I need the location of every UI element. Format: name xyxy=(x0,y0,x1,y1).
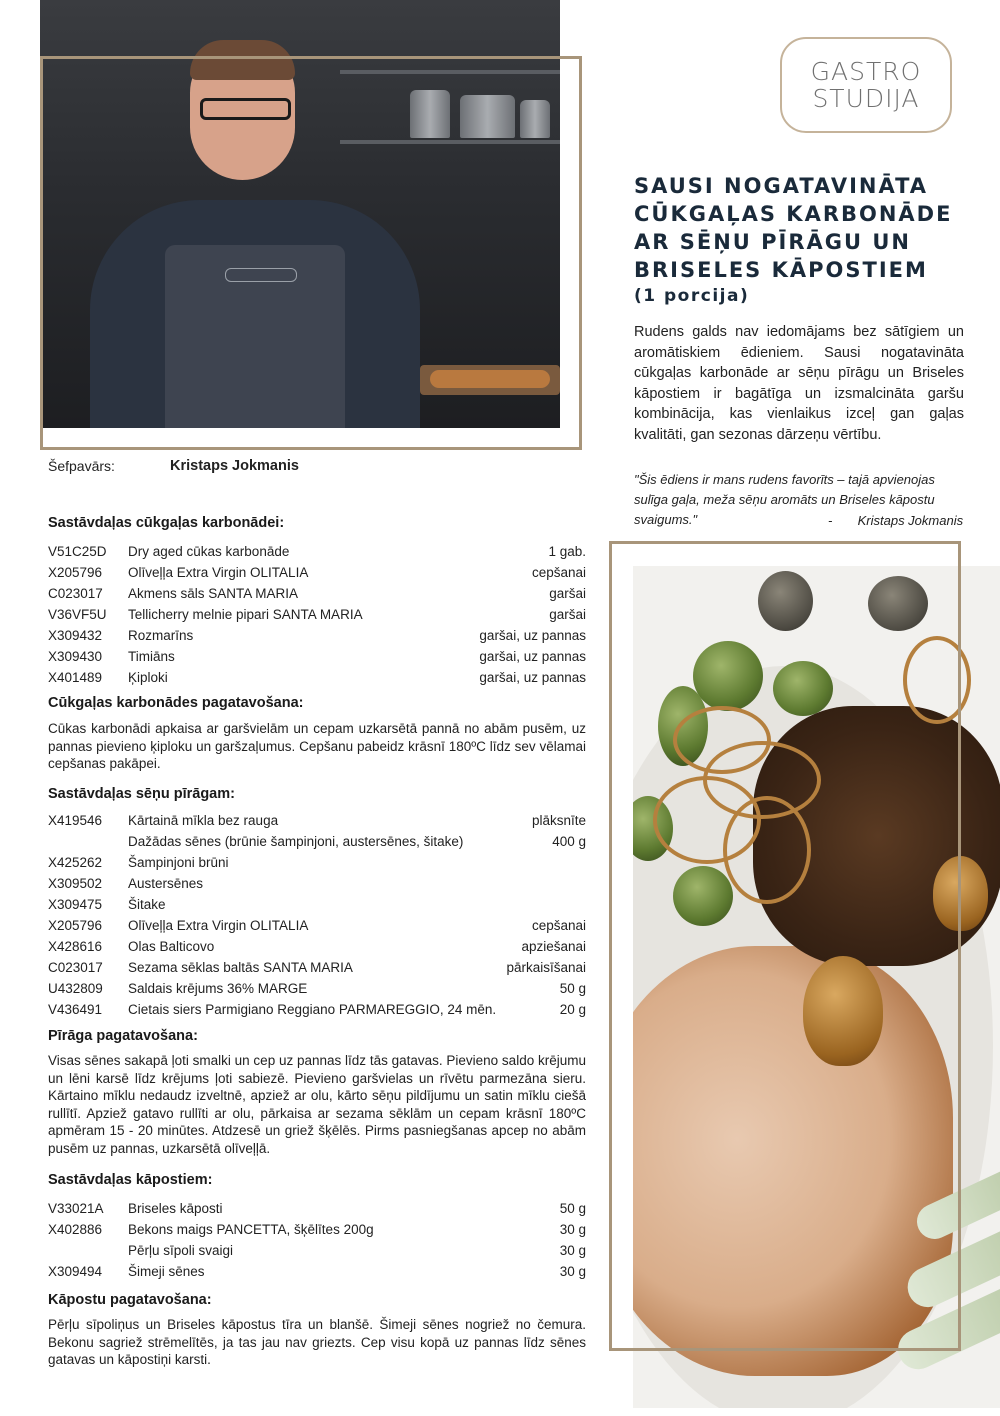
ingredient-code: C023017 xyxy=(48,960,103,975)
ingredient-code: X309432 xyxy=(48,628,103,643)
pork-prep-text: Cūkas karbonādi apkaisa ar garšvielām un cepam uzkarsētā pannā no abām pusēm, uz pannas pievieno ķiploku un garšzaļumus. Cepšanu pabeidz krāsnī 180ºC līdz sev vēlamai cepšanas pakāpei. xyxy=(48,721,586,771)
ingredient-row xyxy=(48,1261,586,1282)
ingredient-name: Dry aged cūkas karbonāde xyxy=(128,544,290,559)
logo-line-1: GASTRO xyxy=(810,57,922,86)
ingredient-name: Olas Balticovo xyxy=(128,939,215,954)
cabbage-ingredients-title: Sastāvdaļas kāpostiem: xyxy=(48,1172,213,1188)
ingredient-name: Ķiploki xyxy=(128,670,168,685)
ingredient-name: Saldais krējums 36% MARGE xyxy=(128,981,308,996)
ingredient-code: X309494 xyxy=(48,1264,103,1279)
ingredient-row xyxy=(48,541,586,562)
pie-prep-text: Visas sēnes sakapā ļoti smalki un cep uz pannas līdz tās gatavas. Pievieno saldo krējumu un lēni karsē līdz krējums ļoti sabiezē. Pievieno garšvielas un rīvētu parmezāna sieru. Kārtaino mīklu nedaudz izveltnē, apziež ar olu, kārto sēņu pildījumu un satin mīklu ciešā rullītī. Apziež gatavo rullīti ar olu, pārkaisa ar sezama sēklām un cepam krāsnī 180ºC apmēram 15 - 20 minūtes. Atdzesē un griež šķēlēs. Pirms pasniegšanas apcep no abām pusēm uz pannas, uzkarsētā olīveļļā. xyxy=(48,1053,586,1156)
pie-ingredients-title: Sastāvdaļas sēņu pīrāgam: xyxy=(48,786,235,802)
ingredient-name: Dažādas sēnes (brūnie šampinjoni, austersēnes, šitake) xyxy=(128,834,464,849)
ingredient-row xyxy=(48,604,586,625)
ingredient-name: Tellicherry melnie pipari SANTA MARIA xyxy=(128,607,363,622)
ingredient-code: C023017 xyxy=(48,586,103,601)
cabbage-prep-text: Pērļu sīpoliņus un Briseles kāpostus tīra un blanšē. Šimeji sēnes nogriež no čemura. Bekonu sagriež strēmelītēs, ja tas jau nav griezts. Cep visu kopā uz pannas līdz sēnes gatavas un kāpostiņi karsti. xyxy=(48,1317,586,1367)
ingredient-row xyxy=(48,915,586,936)
ingredient-code: X309502 xyxy=(48,876,103,891)
ingredient-name: Akmens sāls SANTA MARIA xyxy=(128,586,299,601)
ingredient-code: X309430 xyxy=(48,649,103,664)
ingredient-qty: garšai, uz pannas xyxy=(479,670,586,685)
pie-prep-title: Pīrāga pagatavošana: xyxy=(48,1028,198,1044)
pork-ingredients-title: Sastāvdaļas cūkgaļas karbonādei: xyxy=(48,515,285,531)
recipe-intro: Rudens galds nav iedomājams bez sātīgiem un aromātiskiem ēdieniem. Sausi nogatavināta cūkgaļas karbonāde ar sēņu pīrāgu un Briseles kāpostiem ir bagātīga un izsmalcināta garšu kombinācija, kas vienlaikus izceļ gan gaļas kvalitāti, gan sezonas dārzeņu vērtību. xyxy=(634,324,964,443)
ingredient-row xyxy=(48,957,586,978)
ingredient-code: U432809 xyxy=(48,981,103,996)
ingredient-row xyxy=(48,894,586,915)
ingredient-name: Šitake xyxy=(128,897,166,912)
ingredient-row xyxy=(48,667,586,688)
chef-photo-frame xyxy=(40,56,582,450)
ingredient-qty: garšai, uz pannas xyxy=(479,628,586,643)
ingredient-qty: 30 g xyxy=(559,1222,586,1237)
ingredient-qty: 50 g xyxy=(559,1201,586,1216)
ingredient-qty: 30 g xyxy=(559,1264,586,1279)
ingredient-code: V436491 xyxy=(48,1002,103,1017)
ingredient-qty: 400 g xyxy=(552,834,586,849)
ingredient-code: V33021A xyxy=(48,1201,104,1216)
recipe-title: SAUSI NOGATAVINĀTA CŪKGAĻAS KARBONĀDE AR SĒŅU PĪRĀGU UN BRISELES KĀPOSTIEM xyxy=(634,174,953,282)
quote-author: - Kristaps Jokmanis xyxy=(828,513,964,528)
ingredient-code: X205796 xyxy=(48,918,103,933)
pork-ingredients-list xyxy=(48,541,586,688)
ingredient-row xyxy=(48,1198,586,1219)
ingredient-name: Pērļu sīpoli svaigi xyxy=(128,1243,234,1258)
ingredient-qty: 30 g xyxy=(559,1243,586,1258)
ingredient-name: Austersēnes xyxy=(128,876,204,891)
ingredient-qty: cepšanai xyxy=(531,918,586,933)
ingredient-code: X428616 xyxy=(48,939,103,954)
pie-ingredients-list xyxy=(48,810,586,1020)
chef-quote: "Šis ēdiens ir mans rudens favorīts – tajā apvienojas sulīga gaļa, meža sēņu aromāts un Briseles kāpostu svaigums." xyxy=(634,472,935,527)
logo-line-2: STUDIJA xyxy=(812,84,920,113)
cabbage-ingredients-list xyxy=(48,1198,586,1282)
ingredient-name: Olīveļļa Extra Virgin OLITALIA xyxy=(128,918,309,933)
ingredient-code: X419546 xyxy=(48,813,103,828)
chef-label: Šefpavārs: xyxy=(48,458,115,474)
ingredient-code: X205796 xyxy=(48,565,103,580)
ingredient-name: Sezama sēklas baltās SANTA MARIA xyxy=(128,960,353,975)
cabbage-prep-title: Kāpostu pagatavošana: xyxy=(48,1292,212,1308)
ingredient-qty: garšai xyxy=(549,607,586,622)
ingredient-qty: cepšanai xyxy=(531,565,586,580)
ingredient-name: Rozmarīns xyxy=(128,628,194,643)
ingredient-row xyxy=(48,810,586,831)
ingredient-qty: garšai, uz pannas xyxy=(479,649,586,664)
ingredient-qty: pārkaisīšanai xyxy=(506,960,586,975)
ingredient-row xyxy=(48,873,586,894)
ingredient-name: Timiāns xyxy=(128,649,175,664)
gastro-studija-logo xyxy=(780,37,952,133)
ingredient-qty: plāksnīte xyxy=(531,813,586,828)
ingredient-row xyxy=(48,625,586,646)
ingredient-code: X402886 xyxy=(48,1222,103,1237)
ingredient-name: Kārtainā mīkla bez rauga xyxy=(128,813,279,828)
ingredient-row xyxy=(48,1240,586,1261)
ingredient-row xyxy=(48,978,586,999)
pork-prep-title: Cūkgaļas karbonādes pagatavošana: xyxy=(48,695,304,711)
ingredient-name: Šampinjoni brūni xyxy=(128,855,229,870)
dish-photo-frame xyxy=(609,541,961,1351)
ingredient-qty: apziešanai xyxy=(521,939,586,954)
recipe-portion: (1 porcija) xyxy=(634,286,750,306)
ingredient-row xyxy=(48,646,586,667)
ingredient-name: Olīveļļa Extra Virgin OLITALIA xyxy=(128,565,309,580)
ingredient-name: Briseles kāposti xyxy=(128,1201,223,1216)
ingredient-name: Bekons maigs PANCETTA, šķēlītes 200g xyxy=(128,1222,374,1237)
ingredient-row xyxy=(48,562,586,583)
ingredient-qty: 50 g xyxy=(559,981,586,996)
ingredient-qty: 20 g xyxy=(559,1002,586,1017)
ingredient-qty: 1 gab. xyxy=(548,544,586,559)
ingredient-name: Šimeji sēnes xyxy=(128,1264,205,1279)
ingredient-code: X401489 xyxy=(48,670,103,685)
ingredient-row xyxy=(48,583,586,604)
ingredient-qty: garšai xyxy=(549,586,586,601)
ingredient-row xyxy=(48,936,586,957)
ingredient-code: X425262 xyxy=(48,855,103,870)
ingredient-row xyxy=(48,999,586,1020)
ingredient-code: V36VF5U xyxy=(48,607,107,622)
ingredient-row xyxy=(48,1219,586,1240)
ingredient-name: Cietais siers Parmigiano Reggiano PARMAREGGIO, 24 mēn. xyxy=(128,1002,497,1017)
ingredient-code: V51C25D xyxy=(48,544,107,559)
chef-name: Kristaps Jokmanis xyxy=(170,458,299,474)
ingredient-code: X309475 xyxy=(48,897,103,912)
ingredient-row xyxy=(48,831,586,852)
ingredient-row xyxy=(48,852,586,873)
